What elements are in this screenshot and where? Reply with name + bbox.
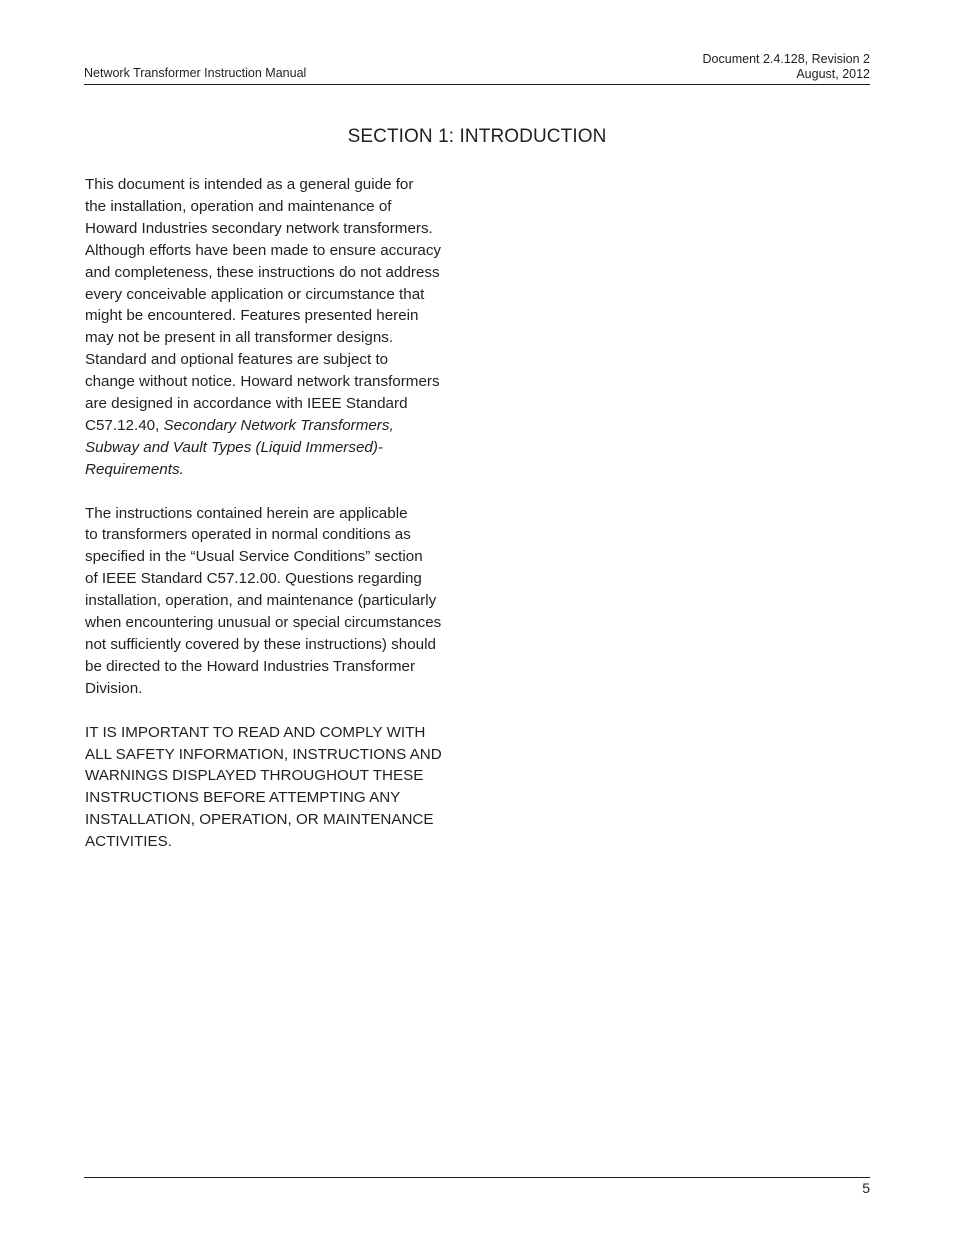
applicability-paragraph: The instructions contained herein are applicable to transformers operated in normal conditions as specified in the “Usual Service Conditions” section of IEEE Standard C57.12.00. Questions regarding installation, operation, and maintenance (particularly when encountering unusual or special circumstances not sufficiently covered by these instructions) should be directed to the Howard Industries Transformer Division. [85,504,442,697]
page-header [84,50,870,85]
intro-paragraph [85,174,485,481]
section-title: SECTION 1: INTRODUCTION [347,126,607,147]
manual-title: Network Transformer Instruction Manual [84,66,307,80]
document-date: August, 2012 [796,67,870,81]
standard-title-italic: Secondary Network Transformers, Subway and Vault Types (Liquid Immersed)- Requirements. [85,416,394,478]
footer-rule [84,1177,870,1178]
document-number: Document 2.4.128, Revision 2 [702,52,870,66]
page-number: 5 [862,1180,870,1196]
body-column [85,174,485,853]
document-info [703,52,870,82]
safety-warning: IT IS IMPORTANT TO READ AND COMPLY WITH ALL SAFETY INFORMATION, INSTRUCTIONS AND WARNINGS DISPLAYED THROUGHOUT THESE INSTRUCTIONS BEFORE ATTEMPTING ANY INSTALLATION, OPERATION, OR MAINTENANCE ACTIVITIES. [85,723,442,851]
intro-paragraph-text: This document is intended as a general guide for the installation, operation and maintenance of Howard Industries secondary network transformers. Although efforts have been made to ensure accuracy and completeness, these instructions do not address every conceivable application or circumstance that might be encountered. Features presented herein may not be present in all transformer designs. Standard and optional features are subject to change without notice. Howard network transformers are designed in accordance with IEEE Standard C57.12.40, [85,176,442,434]
